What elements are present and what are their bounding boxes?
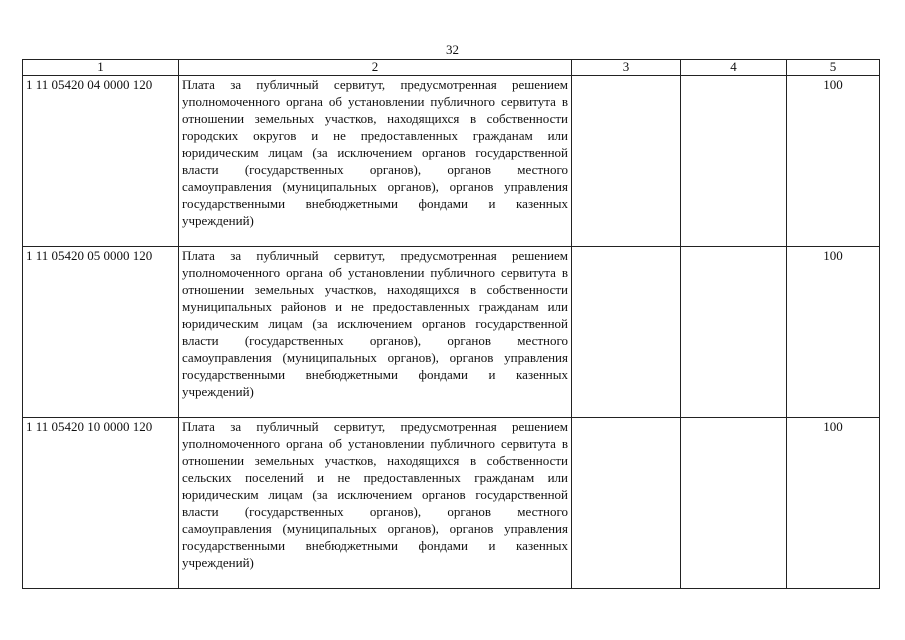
row-code: 1 11 05420 10 0000 120	[23, 418, 179, 589]
row-col3-value	[572, 76, 681, 247]
row-col5-value: 100	[787, 76, 880, 247]
column-header-5: 5	[787, 60, 880, 76]
row-description: Плата за публичный сервитут, предусмотренная решением уполномоченного органа об установлении публичного сервитута в отношении земельных участков, находящихся в собственности муниципальных районов и не предоставленных гражданам или юридическим лицам (за исключением органов государственной власти (государственных органов), органов местного самоуправления (муниципальных органов), органов управления государственными внебюджетными фондами и казенных учреждений)	[179, 247, 572, 418]
row-col5-value: 100	[787, 247, 880, 418]
table-row	[23, 247, 880, 418]
row-col4-value	[681, 247, 787, 418]
row-description: Плата за публичный сервитут, предусмотренная решением уполномоченного органа об установлении публичного сервитута в отношении земельных участков, находящихся в собственности сельских поселений и не предоставленных гражданам или юридическим лицам (за исключением органов государственной власти (государственных органов), органов местного самоуправления (муниципальных органов), органов управления государственными внебюджетными фондами и казенных учреждений)	[179, 418, 572, 589]
table-row	[23, 418, 880, 589]
row-col4-value	[681, 418, 787, 589]
row-col4-value	[681, 76, 787, 247]
column-header-3: 3	[572, 60, 681, 76]
table-row	[23, 76, 880, 247]
row-code: 1 11 05420 04 0000 120	[23, 76, 179, 247]
column-header-4: 4	[681, 60, 787, 76]
row-col3-value	[572, 247, 681, 418]
row-col5-value: 100	[787, 418, 880, 589]
table-header-row	[23, 60, 880, 76]
page-number: 32	[446, 42, 459, 57]
row-code: 1 11 05420 05 0000 120	[23, 247, 179, 418]
budget-classification-table	[22, 59, 880, 589]
row-col3-value	[572, 418, 681, 589]
column-header-1: 1	[23, 60, 179, 76]
column-header-2: 2	[179, 60, 572, 76]
row-description: Плата за публичный сервитут, предусмотренная решением уполномоченного органа об установлении публичного сервитута в отношении земельных участков, находящихся в собственности городских округов и не предоставленных гражданам или юридическим лицам (за исключением органов государственной власти (государственных органов), органов местного самоуправления (муниципальных органов), органов управления государственными внебюджетными фондами и казенных учреждений)	[179, 76, 572, 247]
